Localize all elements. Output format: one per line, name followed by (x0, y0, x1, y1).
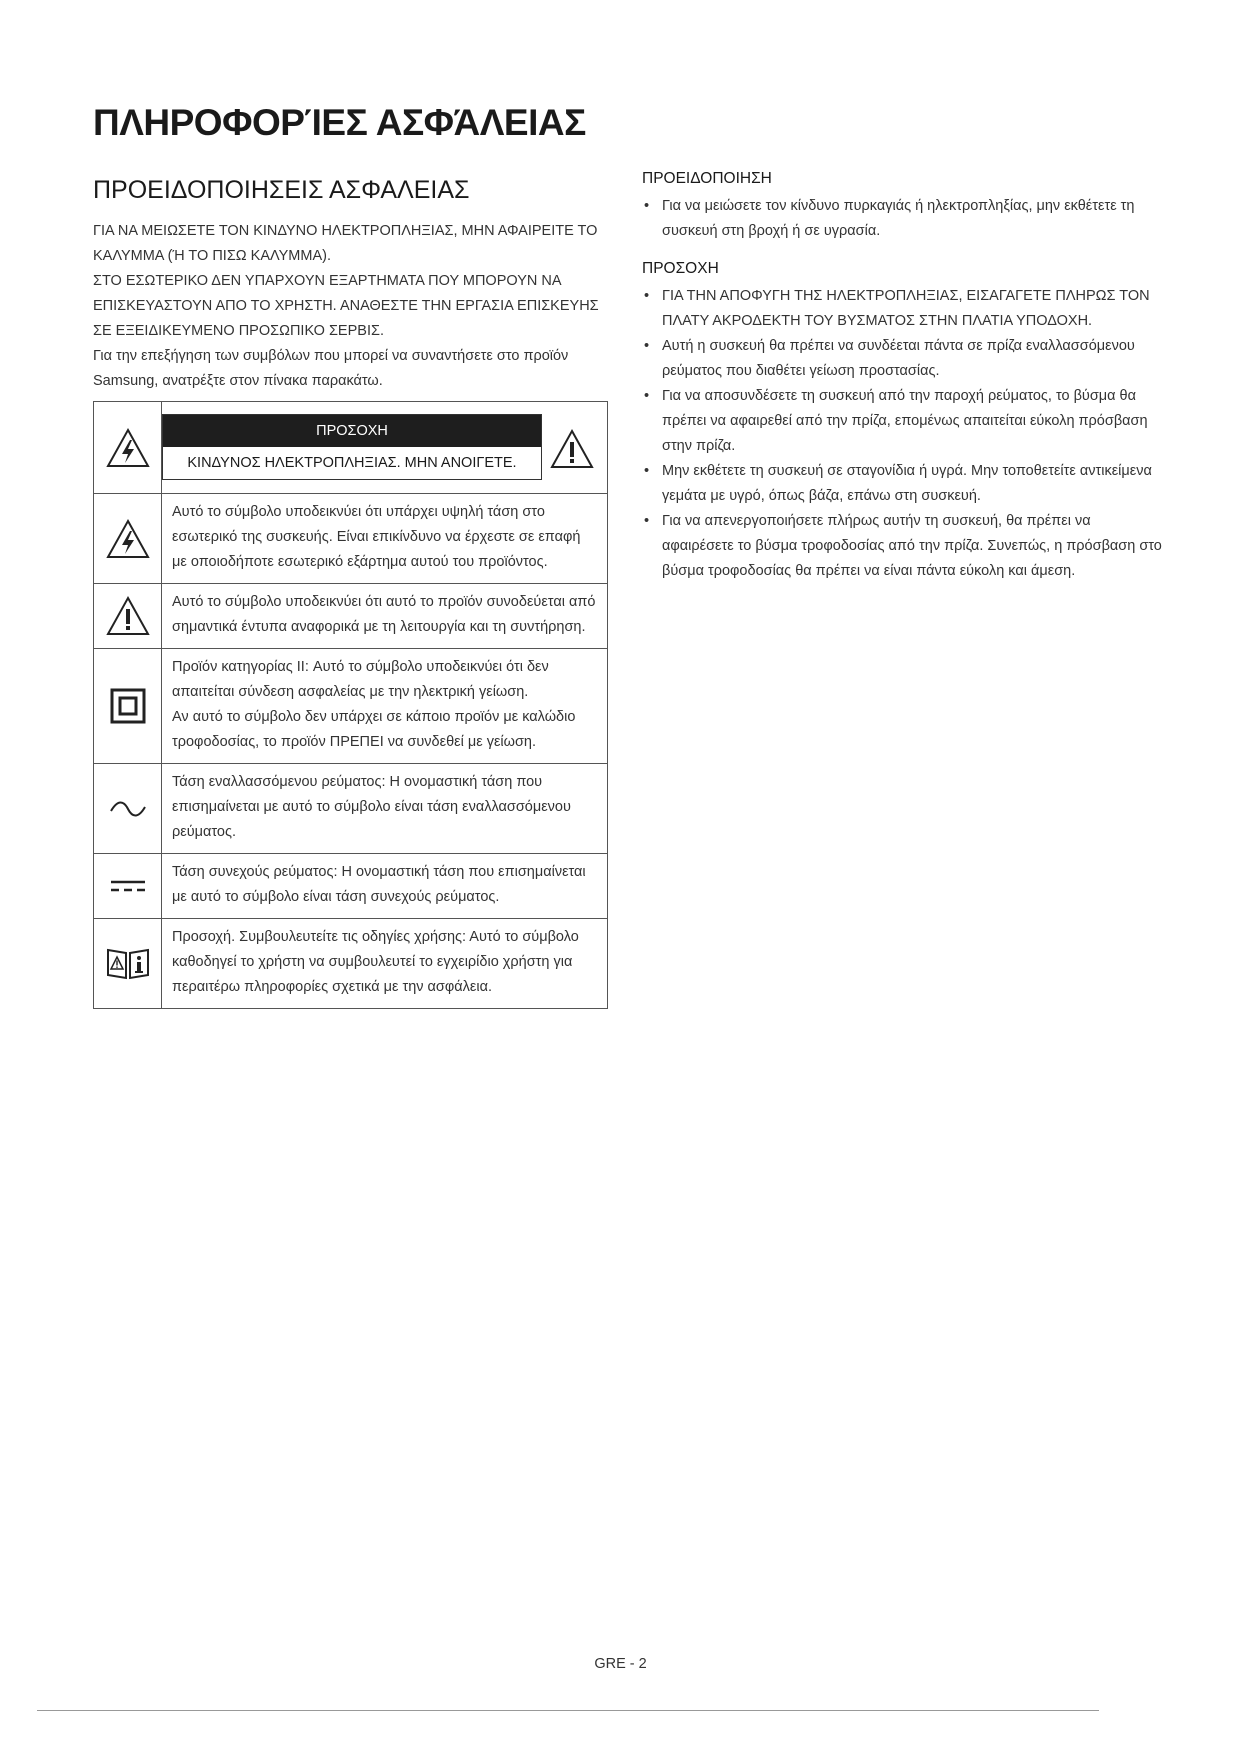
intro-paragraph: ΓΙΑ ΝΑ ΜΕΙΩΣΕΤΕ ΤΟΝ ΚΙΝΔΥΝΟ ΗΛΕΚΤΡΟΠΛΗΞΙΑΣ, ΜΗΝ ΑΦΑΙΡΕΙΤΕ ΤΟ ΚΑΛΥΜΜΑ (Ή ΤΟ ΠΙΣΩ ΚΑΛΥΜΜΑ). (93, 223, 598, 264)
symbol-icon-cell (94, 494, 162, 584)
warning-list (642, 194, 1162, 244)
ac-wave-icon (108, 799, 148, 819)
exclamation-triangle-icon (105, 595, 151, 637)
symbol-row (94, 584, 608, 649)
page-title: ΠΛΗΡΟΦΟΡΊΕΣ ΑΣΦΆΛΕΙΑΣ (93, 102, 586, 143)
symbol-description-line: Αυτό το σύμβολο υποδεικνύει ότι υπάρχει υψηλή τάση στο εσωτερικό της συσκευής. Είναι επικίνδυνο να έρχεστε σε επαφή με οποιοδήποτε εσωτερικό εξάρτημα αυτού του προϊόντος. (172, 504, 581, 570)
symbol-description (162, 919, 608, 1009)
symbol-description (162, 494, 608, 584)
left-column (93, 176, 613, 394)
caution-list (642, 284, 1162, 584)
symbol-description-line: Τάση εναλλασσόμενου ρεύματος: Η ονομαστική τάση που επισημαίνεται με αυτό το σύμβολο είναι τάση εναλλασσόμενου ρεύματος. (172, 774, 571, 840)
double-square-icon (110, 688, 146, 724)
manual-info-icon (105, 947, 151, 981)
symbol-icon-cell (94, 584, 162, 649)
lightning-triangle-icon (105, 427, 151, 469)
symbol-row (94, 764, 608, 854)
intro-text (93, 219, 613, 394)
caution-heading: ΠΡΟΣΟΧΗ (163, 415, 541, 447)
symbol-row (94, 649, 608, 764)
list-item: • Αυτή η συσκευή θα πρέπει να συνδέεται πάντα σε πρίζα εναλλασσόμενου ρεύματος που διαθέτει γείωση προστασίας. (642, 334, 1162, 384)
symbol-description (162, 584, 608, 649)
symbol-row (94, 919, 608, 1009)
symbol-icon-cell (94, 919, 162, 1009)
exclamation-triangle-icon (549, 428, 595, 470)
list-item: • Μην εκθέτετε τη συσκευή σε σταγονίδια ή υγρά. Μην τοποθετείτε αντικείμενα γεμάτα με υγρό, όπως βάζα, επάνω στη συσκευή. (642, 459, 1162, 509)
right-column (642, 170, 1162, 600)
symbol-description-line: Προσοχή. Συμβουλευτείτε τις οδηγίες χρήσης: Αυτό το σύμβολο καθοδηγεί το χρήστη να συμβουλευτεί το εγχειρίδιο χρήστη για περαιτέρω πληροφορίες σχετικά με την ασφάλεια. (172, 929, 579, 995)
symbol-row (94, 854, 608, 919)
list-item: • ΓΙΑ ΤΗΝ ΑΠΟΦΥΓΗ ΤΗΣ ΗΛΕΚΤΡΟΠΛΗΞΙΑΣ, ΕΙΣΑΓΑΓΕΤΕ ΠΛΗΡΩΣ ΤΟΝ ΠΛΑΤΥ ΑΚΡΟΔΕΚΤΗ ΤΟΥ ΒΥΣΜΑΤΟΣ ΣΤΗΝ ΠΛΑΤΙΑ ΥΠΟΔΟΧΗ. (642, 284, 1162, 334)
intro-paragraph: ΣΤΟ ΕΣΩΤΕΡΙΚΟ ΔΕΝ ΥΠΑΡΧΟΥΝ ΕΞΑΡΤΗΜΑΤΑ ΠΟΥ ΜΠΟΡΟΥΝ ΝΑ ΕΠΙΣΚΕΥΑΣΤΟΥΝ ΑΠΟ ΤΟ ΧΡΗΣΤΗ. ΑΝΑΘΕΣΤΕ ΤΗΝ ΕΡΓΑΣΙΑ ΕΠΙΣΚΕΥΗΣ ΣΕ ΕΞΕΙΔΙΚΕΥΜΕΝΟ ΠΡΟΣΩΠΙΚΟ ΣΕΡΒΙΣ. (93, 273, 599, 339)
symbol-description (162, 649, 608, 764)
symbol-description (162, 764, 608, 854)
symbol-description-line: Αν αυτό το σύμβολο δεν υπάρχει σε κάποιο προϊόν με καλώδιο τροφοδοσίας, το προϊόν ΠΡΕΠΕΙ να συνδεθεί με γείωση. (172, 709, 576, 750)
list-item: • Για να απενεργοποιήσετε πλήρως αυτήν τη συσκευή, θα πρέπει να αφαιρέσετε το βύσμα τροφοδοσίας από την πρίζα. Συνεπώς, η πρόσβαση στο βύσμα τροφοδοσίας θα πρέπει να είναι πάντα εύκολη και άμεση. (642, 509, 1162, 584)
symbol-description-line: Αυτό το σύμβολο υποδεικνύει ότι αυτό το προϊόν συνοδεύεται από σημαντικά έντυπα αναφορικά με τη λειτουργία και τη συντήρηση. (172, 594, 596, 635)
symbol-icon-cell (94, 649, 162, 764)
symbol-icon-cell (94, 854, 162, 919)
section-title: ΠΡΟΕΙΔΟΠΟΙΗΣΕΙΣ ΑΣΦΑΛΕΙΑΣ (93, 176, 470, 204)
footer-divider (37, 1710, 1099, 1711)
symbol-icon-cell (94, 764, 162, 854)
lightning-triangle-icon (105, 518, 151, 560)
caution-text: ΚΙΝΔΥΝΟΣ ΗΛΕΚΤΡΟΠΛΗΞΙΑΣ. ΜΗΝ ΑΝΟΙΓΕΤΕ. (163, 447, 541, 479)
warning-heading: ΠΡΟΕΙΔΟΠΟΙΗΣΗ (642, 170, 772, 187)
symbols-table (93, 401, 608, 1009)
page-number: GRE - 2 (594, 1656, 647, 1672)
caution-label-row (94, 402, 608, 494)
caution-label (162, 414, 542, 480)
caution-heading: ΠΡΟΣΟΧΗ (642, 260, 719, 277)
caution-lightning-cell (94, 402, 162, 494)
symbol-row (94, 494, 608, 584)
list-item: • Για να μειώσετε τον κίνδυνο πυρκαγιάς ή ηλεκτροπληξίας, μην εκθέτετε τη συσκευή στη βροχή ή σε υγρασία. (642, 194, 1162, 244)
symbol-description-line: Τάση συνεχούς ρεύματος: Η ονομαστική τάση που επισημαίνεται με αυτό το σύμβολο είναι τάση συνεχούς ρεύματος. (172, 864, 586, 905)
intro-paragraph: Για την επεξήγηση των συμβόλων που μπορεί να συναντήσετε στο προϊόν Samsung, ανατρέξτε στον πίνακα παρακάτω. (93, 348, 569, 389)
symbol-description (162, 854, 608, 919)
list-item: • Για να αποσυνδέσετε τη συσκευή από την παροχή ρεύματος, το βύσμα θα πρέπει να αφαιρεθεί από την πρίζα, επομένως απαιτείται εύκολη πρόσβαση στην πρίζα. (642, 384, 1162, 459)
symbol-description-line: Προϊόν κατηγορίας II: Αυτό το σύμβολο υποδεικνύει ότι δεν απαιτείται σύνδεση ασφαλείας με την ηλεκτρική γείωση. (172, 659, 549, 700)
dc-lines-icon (108, 878, 148, 894)
caution-label-cell (162, 402, 608, 494)
